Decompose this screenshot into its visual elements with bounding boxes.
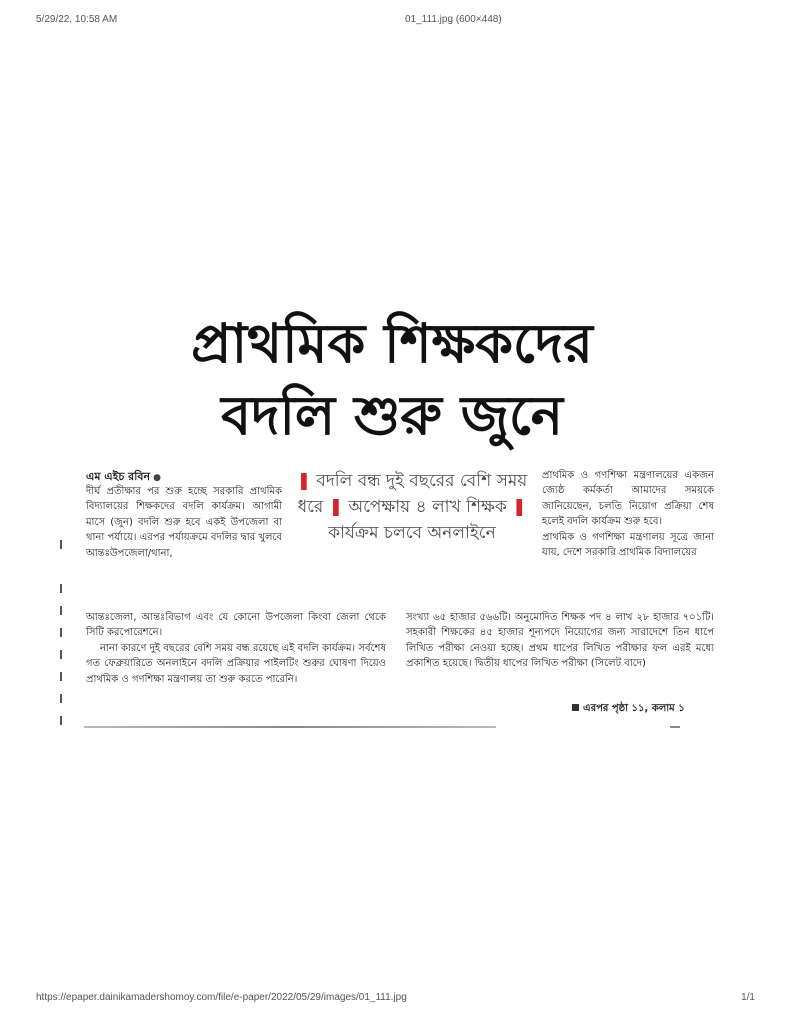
- margin-tick: [60, 540, 62, 549]
- pullquote-item-3: কার্যক্রম চলবে অনলাইনে: [328, 523, 496, 543]
- margin-tick: [60, 672, 62, 681]
- print-url: https://epaper.dainikamadershomoy.com/file/e-paper/2022/05/29/images/01_111.jpg: [36, 992, 407, 1003]
- margin-tick: [60, 584, 62, 593]
- print-page-number: 1/1: [741, 992, 755, 1003]
- column-left-top: [86, 484, 282, 561]
- margin-tick: [60, 606, 62, 615]
- continuation-text: এরপর পৃষ্ঠা ১১, কলাম ১: [583, 703, 685, 714]
- newspaper-clipping: [62, 300, 722, 740]
- margin-ticks: [60, 540, 64, 730]
- byline-bullet-icon: ●: [153, 473, 161, 483]
- pullquote-marker-icon: ❚: [512, 497, 527, 517]
- column-left-bottom: [86, 610, 386, 687]
- bottom-rule-end: [670, 726, 680, 728]
- column-right-bottom: [406, 610, 714, 672]
- paragraph: সংখ্যা ৬৫ হাজার ৫৬৬টি। অনুমোদিত শিক্ষক পদ ৪ লাখ ২৮ হাজার ৭০১টি। সহকারী শিক্ষকের ৪৫ হাজার শূন্যপদে নিয়োগের জন্য সারাদেশে তিন ধাপে লিখিত পরীক্ষা নেওয়া হচ্ছে। প্রথম ধাপের লিখিত পরীক্ষার ফল এরই মধ্যে প্রকাশিত হয়েছে। দ্বিতীয় ধাপের লিখিত পরীক্ষা (সিলেট বাদে): [406, 612, 714, 670]
- margin-tick: [60, 650, 62, 659]
- pullquote-item-2: অপেক্ষায় ৪ লাখ শিক্ষক: [348, 497, 507, 517]
- headline-line-2: বদলি শুরু জুনে: [221, 384, 563, 447]
- margin-tick: [60, 628, 62, 637]
- paragraph: প্রাথমিক ও গণশিক্ষা মন্ত্রণালয় সূত্রে জানা যায়, দেশে সরকারি প্রাথমিক বিদ্যালয়ের: [542, 531, 714, 559]
- bottom-rule: [84, 726, 496, 728]
- print-date: 5/29/22, 10:58 AM: [36, 14, 118, 25]
- margin-tick: [60, 694, 62, 703]
- pullquote-item-1: বদলি বন্ধ দুই বছরের বেশি সময় ধরে: [297, 471, 528, 517]
- headline: [62, 308, 722, 452]
- paragraph: আন্তঃজেলা, আন্তঃবিভাগ এবং যে কোনো উপজেলা কিংবা জেলা থেকে সিটি করপোরেশনে।: [86, 612, 386, 639]
- pullquote-marker-icon: ❚: [296, 471, 311, 491]
- paragraph: নানা কারণে দুই বছরের বেশি সময় বন্ধ রয়েছে এই বদলি কার্যক্রম। সর্বশেষ গত ফেব্রুয়ারিতে অনলাইনে বদলি প্রক্রিয়ার পাইলটিং শুরুর ঘোষণা দিয়েও প্রাথমিক ও গণশিক্ষা মন্ত্রণালয় তা শুরু করতে পারেনি।: [86, 642, 386, 685]
- print-filename: 01_111.jpg (600×448): [405, 14, 502, 25]
- paragraph: প্রাথমিক ও গণশিক্ষা মন্ত্রণালয়ের একজন জ্যেষ্ঠ কর্মকর্তা আমাদের সময়কে জানিয়েছেন, চলতি নিয়োগ প্রক্রিয়া শেষ হলেই বদলি কার্যক্রম শুরু হবে।: [542, 470, 714, 528]
- pullquote-marker-icon: ❚: [328, 497, 343, 517]
- print-header: [0, 14, 791, 30]
- paragraph: দীর্ঘ প্রতীক্ষার পর শুরু হচ্ছে সরকারি প্রাথমিক বিদ্যালয়ের শিক্ষকদের বদলি কার্যক্রম। আগামী মাসে (জুন) বদলি শুরু হবে একই উপজেলা বা থানা পর্যায়ে। এরপর পর্যায়ক্রমে বদলির দ্বার খুলবে আন্তঃউপজেলা/থানা,: [86, 486, 282, 559]
- column-right-top: [542, 468, 714, 560]
- byline-author: এম এইচ রবিন: [86, 470, 151, 483]
- print-footer: [0, 992, 791, 1008]
- margin-tick: [60, 716, 62, 725]
- square-bullet-icon: [572, 704, 579, 711]
- headline-line-1: প্রাথমিক শিক্ষকদের: [191, 312, 593, 375]
- pull-quote: [288, 468, 536, 604]
- continuation-note: [572, 701, 685, 718]
